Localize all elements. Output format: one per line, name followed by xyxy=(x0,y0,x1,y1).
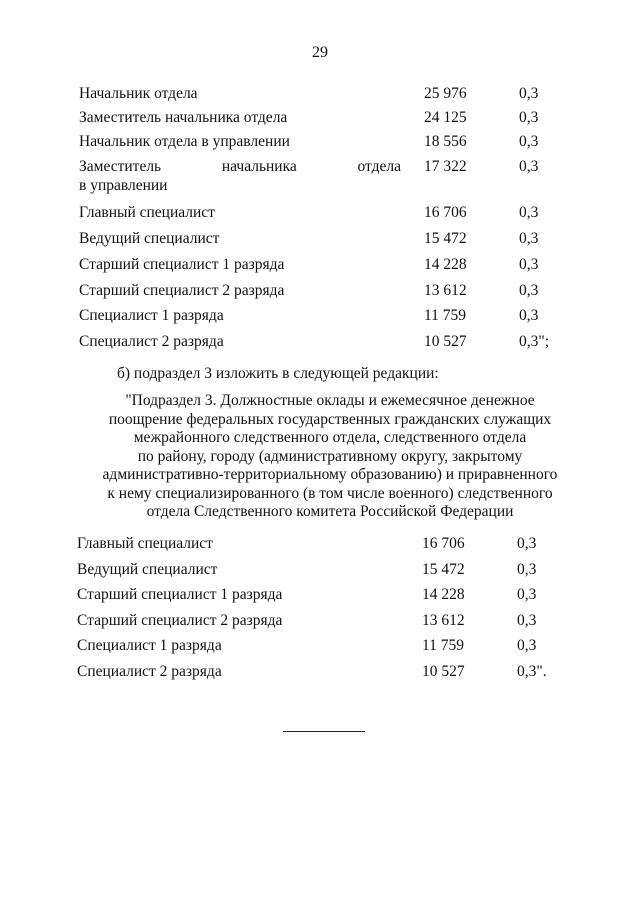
coefficient-value: 0,3 xyxy=(517,535,537,552)
salary-value: 25 976 xyxy=(424,85,467,102)
position-name: Начальник отдела в управлении xyxy=(79,133,290,150)
heading-line: поощрение федеральных государственных гражданских служащих xyxy=(108,410,552,428)
salary-value: 13 612 xyxy=(422,612,465,629)
heading-line: "Подраздел 3. Должностные оклады и ежемесячное денежное xyxy=(125,392,535,409)
table-row xyxy=(77,636,577,656)
coefficient-value: 0,3 xyxy=(517,586,537,603)
table-row xyxy=(79,332,579,352)
salary-value: 16 706 xyxy=(422,535,465,552)
coefficient-value: 0,3 xyxy=(519,307,539,324)
coefficient-value: 0,3". xyxy=(517,663,547,680)
heading-line: отдела Следственного комитета Российской Федерации xyxy=(146,503,514,520)
coefficient-value: 0,3 xyxy=(517,612,537,629)
position-name: Заместитель начальника отдела xyxy=(79,158,401,175)
coefficient-value: 0,3 xyxy=(519,282,539,299)
salary-value: 17 322 xyxy=(424,158,467,175)
table-row xyxy=(79,84,579,104)
table-row xyxy=(79,157,579,194)
page-number: 29 xyxy=(312,44,328,61)
position-name: Специалист 2 разряда xyxy=(77,663,222,680)
coefficient-value: 0,3 xyxy=(519,85,539,102)
salary-value: 11 759 xyxy=(424,307,467,324)
table-row xyxy=(77,662,577,682)
position-name-continuation: в управлении xyxy=(79,177,168,194)
position-name: Ведущий специалист xyxy=(77,561,218,578)
salary-value: 15 472 xyxy=(422,561,465,578)
position-name: Старший специалист 1 разряда xyxy=(77,586,283,603)
coefficient-value: 0,3 xyxy=(517,637,537,654)
table-row xyxy=(77,560,577,580)
salary-value: 10 527 xyxy=(424,333,467,350)
salary-value: 18 556 xyxy=(424,133,467,150)
table-row xyxy=(77,611,577,631)
heading-line: межрайонного следственного отдела, следственного отдела xyxy=(133,429,527,446)
table-row xyxy=(79,203,579,223)
salary-value: 24 125 xyxy=(424,109,467,126)
position-name: Специалист 1 разряда xyxy=(79,307,224,324)
table-row xyxy=(79,306,579,326)
heading-line: к нему специализированного (в том числе военного) следственного xyxy=(107,484,553,502)
salary-value: 10 527 xyxy=(422,663,465,680)
coefficient-value: 0,3"; xyxy=(519,333,550,350)
instruction-text: б) подраздел 3 изложить в следующей редакции: xyxy=(117,365,439,382)
position-name: Главный специалист xyxy=(77,535,213,552)
table-row xyxy=(79,132,579,152)
coefficient-value: 0,3 xyxy=(519,133,539,150)
coefficient-value: 0,3 xyxy=(519,256,539,273)
position-name: Начальник отдела xyxy=(79,85,198,102)
salary-value: 15 472 xyxy=(424,230,467,247)
coefficient-value: 0,3 xyxy=(519,109,539,126)
position-name: Заместитель начальника отдела xyxy=(79,109,288,126)
coefficient-value: 0,3 xyxy=(519,158,539,175)
table-row xyxy=(79,255,579,275)
salary-value: 11 759 xyxy=(422,637,465,654)
subsection-heading xyxy=(80,392,580,522)
coefficient-value: 0,3 xyxy=(519,204,539,221)
coefficient-value: 0,3 xyxy=(519,230,539,247)
position-name: Главный специалист xyxy=(79,204,215,221)
heading-line: по району, городу (административному округу, закрытому xyxy=(137,447,523,465)
coefficient-value: 0,3 xyxy=(517,561,537,578)
heading-line: административно-территориальному образованию) и приравненного xyxy=(102,466,558,483)
table-row xyxy=(77,534,577,554)
position-name: Специалист 1 разряда xyxy=(77,637,222,654)
table-row xyxy=(79,108,579,128)
salary-value: 13 612 xyxy=(424,282,467,299)
position-name: Старший специалист 2 разряда xyxy=(77,612,283,629)
position-name: Специалист 2 разряда xyxy=(79,333,224,350)
salary-value: 14 228 xyxy=(424,256,467,273)
position-name: Ведущий специалист xyxy=(79,230,220,247)
table-row xyxy=(79,229,579,249)
position-name: Старший специалист 2 разряда xyxy=(79,282,285,299)
table-row xyxy=(79,281,579,301)
salary-value: 16 706 xyxy=(424,204,467,221)
salary-value: 14 228 xyxy=(422,586,465,603)
end-divider xyxy=(283,731,365,732)
position-name: Старший специалист 1 разряда xyxy=(79,256,285,273)
table-row xyxy=(77,585,577,605)
